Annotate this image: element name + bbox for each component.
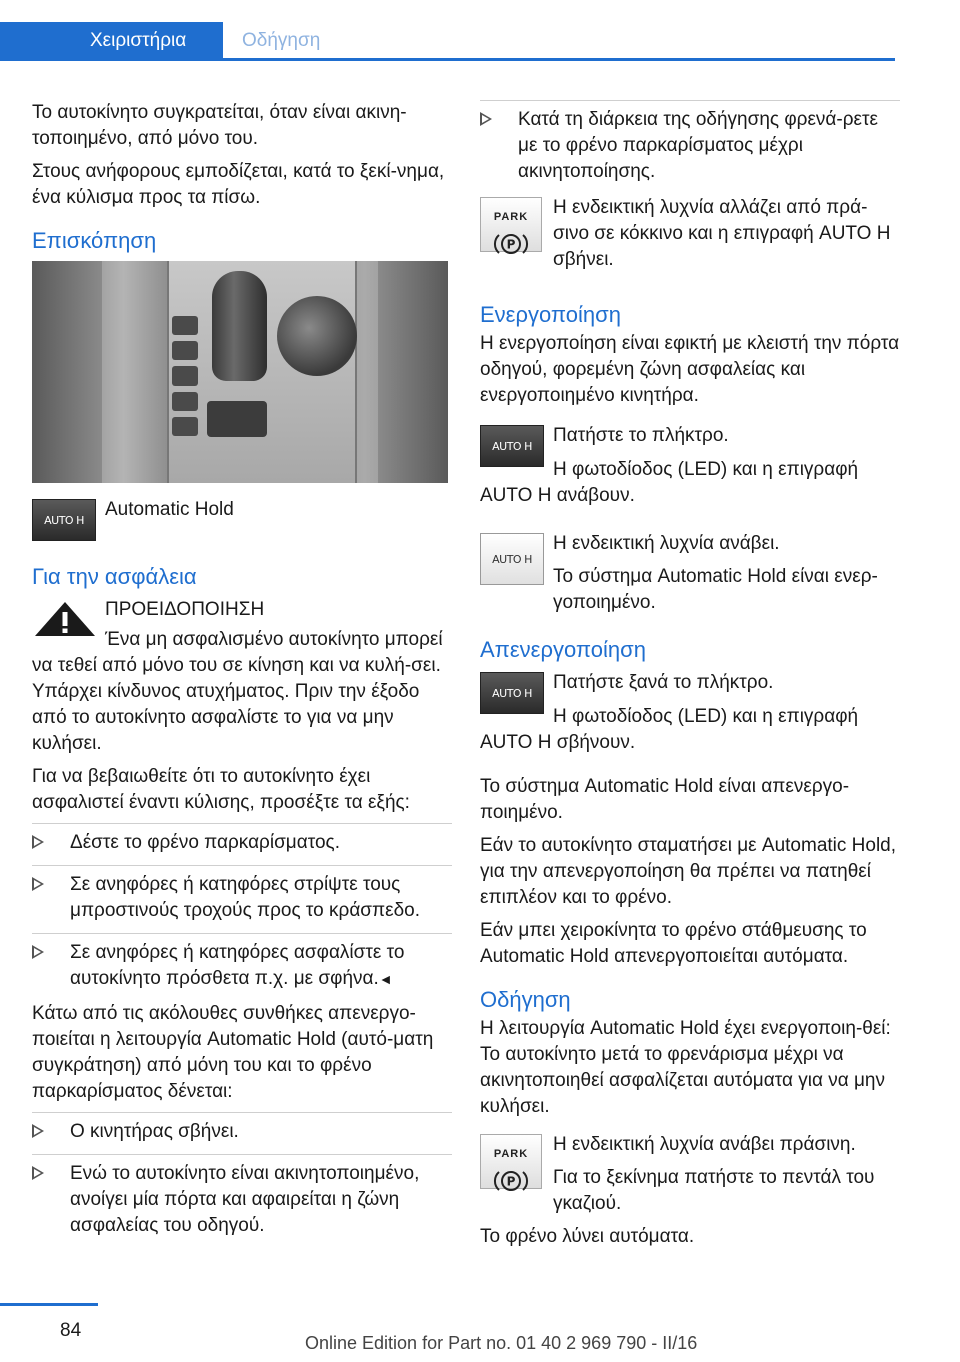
controller-knob [277,296,357,376]
list-item: Ο κινητήρας σβήνει. [32,1112,452,1145]
list-item: Δέστε το φρένο παρκαρίσματος. [32,823,452,856]
triangle-bullet-icon [32,1166,44,1180]
parking-brake-switch [207,401,267,437]
triangle-bullet-icon [32,1124,44,1138]
green-lamp-text: Η ενδεικτική λυχνία ανάβει πράσινη. [553,1134,856,1155]
deactivation-heading: Απενεργοποίηση [480,637,646,662]
triangle-bullet-icon [32,945,44,959]
center-console-photo [32,261,448,483]
automatic-hold-row [32,497,452,545]
list-item: Κατά τη διάρκεια της οδήγησης φρενά‐ρετε με το φρένο παρκαρίσματος μέχρι ακινητοποίησης. [480,100,900,185]
triangle-bullet-icon [32,877,44,891]
brake-release-text: Το φρένο λύνει αυτόματα. [480,1226,695,1247]
list-item: Σε ανηφόρες ή κατηφόρες στρίψτε τους μπροστινούς τροχούς προς το κράσπεδο. [32,865,452,924]
system-on-text: Το σύστημα Automatic Hold είναι ενερ‐γοποιημένο. [553,566,878,613]
press-again-text: Πατήστε ξανά το πλήκτρο. [553,672,774,693]
gear-selector [212,271,267,381]
list-item: Σε ανηφόρες ή κατηφόρες ασφαλίστε το αυτοκίνητο πρόσθετα π.χ. με σφήνα.◄ [32,933,452,992]
park-lamp-icon: PARK P [480,197,542,252]
driving-text: Η λειτουργία Automatic Hold έχει ενεργοποιη‐θεί: Το αυτοκίνητο μετά το φρενάρισμα μέχρι να ακινητοποιηθεί ασφαλίζεται αυτόματα για να μην κυλήσει. [480,1018,891,1117]
start-text: Για το ξεκίνημα πατήστε το πεντάλ του γκαζιού. [553,1167,875,1214]
list-item: Ενώ το αυτοκίνητο είναι ακινητοποιημένο, ανοίγει μία πόρτα και αφαιρείται η ζώνη ασφαλείας του οδηγού. [32,1154,452,1239]
hill-paragraph: Στους ανήφορους εμποδίζεται, κατά το ξεκί‐νημα, ένα κύλισμα προς τα πίσω. [32,161,445,208]
warning-title: ΠΡΟΕΙΔΟΠΟΙΗΣΗ [105,599,265,620]
svg-text:P: P [506,1174,516,1189]
activation-heading: Ενεργοποίηση [480,302,621,327]
warning-text: Ένα μη ασφαλισμένο αυτοκίνητο μπορεί να τεθεί από μόνο του σε κίνηση και να κυλή‐σει. Υπάρχει κίνδυνος ατυχήματος. Πριν την έξοδο από το αυτοκίνητο ασφαλίστε το για να μην κυλήσει. [32,629,443,754]
activation-text: Η ενεργοποίηση είναι εφικτή με κλειστή την πόρτα οδηγού, φορεμένη ζώνη ασφαλείας και ενεργοποιημένο κινητήρα. [480,333,900,406]
edition-footer: Online Edition for Part no. 01 40 2 969 790 - II/16 [305,1333,698,1353]
intro-paragraph: Το αυτοκίνητο συγκρατείται, όταν είναι ακινη‐τοποιημένο, από μόνο του. [32,102,407,149]
triangle-bullet-icon [480,112,492,126]
press-button-text: Πατήστε το πλήκτρο. [553,425,729,446]
auto-h-icon: AUTO H [480,672,544,714]
press-button-row [480,423,900,471]
stop-text: Εάν το αυτοκίνητο σταματήσει με Automatic Hold, για την απενεργοποίηση θα πρέπει να πατηθεί επιπλέον και το φρένο. [480,835,897,908]
left-column [32,100,452,1248]
tab-controls[interactable]: Χειριστήρια [0,22,223,60]
auto-h-icon: AUTO H [32,499,96,541]
overview-heading: Επισκόπηση [32,228,157,253]
right-column [480,100,900,1257]
auto-deactivation-list [32,1112,452,1239]
warning-block [32,597,452,623]
driving-heading: Οδήγηση [480,987,571,1012]
lamp-on-text: Η ενδεικτική λυχνία ανάβει. [553,533,780,554]
header-rule [0,58,895,61]
end-mark: ◄ [378,971,393,987]
svg-text:P: P [506,237,516,252]
green-lamp-row [480,1132,900,1217]
warning-triangle-icon [32,599,98,647]
lamp-on-row [480,531,900,616]
park-lamp-icon: PARK P [480,1134,542,1189]
safety-heading: Για την ασφάλεια [32,564,197,589]
check-list [32,823,452,992]
auto-h-icon: AUTO H [480,425,544,467]
check-paragraph: Για να βεβαιωθείτε ότι το αυτοκίνητο έχει ασφαλιστεί έναντι κύλισης, προσέξτε τα εξής: [32,766,410,813]
led-on-text: Η φωτοδίοδος (LED) και η επιγραφή AUTO H ανάβουν. [480,459,859,506]
automatic-hold-caption: Automatic Hold [105,499,234,520]
manual-brake-text: Εάν μπει χειροκίνητα το φρένο στάθμευσης το Automatic Hold απενεργοποιείται αυτόματα. [480,920,867,967]
press-again-row [480,670,900,718]
park-lamp-text: Η ενδεικτική λυχνία αλλάζει από πρά‐σινο σε κόκκινο και η επιγραφή AUTO H σβήνει. [553,197,891,270]
tab-driving[interactable]: Οδήγηση [242,30,321,51]
auto-h-lamp-icon: AUTO H [480,533,544,585]
page-number: 84 [60,1320,82,1341]
footer-rule [0,1303,98,1306]
auto-deactivation-paragraph: Κάτω από τις ακόλουθες συνθήκες απενεργο‐ποιείται η λειτουργία Automatic Hold (αυτό‐ματη συγκράτηση) από μόνη του και το φρένο παρκαρίσματος δένεται: [32,1003,434,1102]
park-lamp-row [480,195,900,273]
parking-brake-list [480,100,900,185]
led-off-text: Η φωτοδίοδος (LED) και η επιγραφή AUTO H σβήνουν. [480,706,859,753]
system-off-text: Το σύστημα Automatic Hold είναι απενεργο‐ποιημένο. [480,776,850,823]
triangle-bullet-icon [32,835,44,849]
chapter-header [0,0,895,62]
